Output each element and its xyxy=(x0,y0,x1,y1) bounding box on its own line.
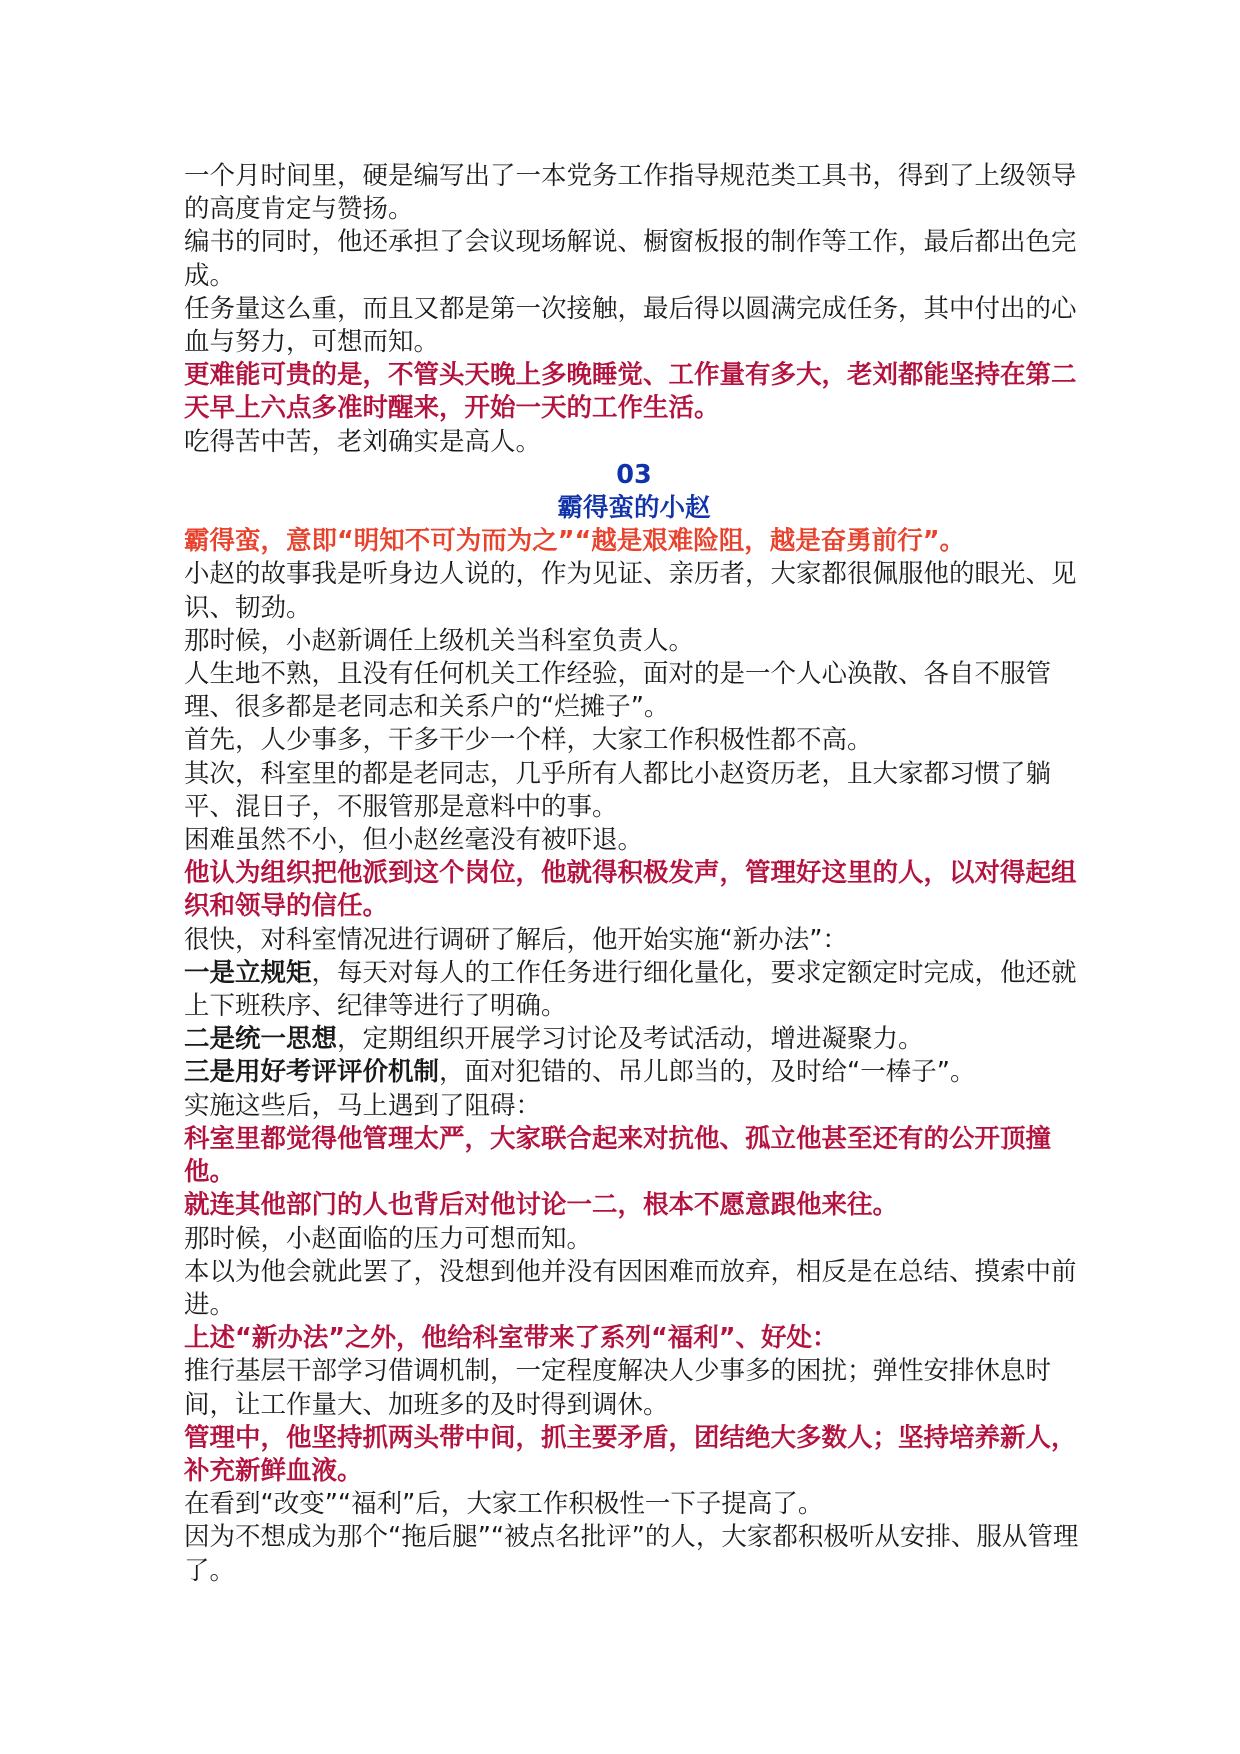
paragraph: 其次，科室里的都是老同志，几乎所有人都比小赵资历老，且大家都习惯了躺平、混日子，不服管那是意料中的事。 xyxy=(184,758,1052,822)
highlight-paragraph: 就连其他部门的人也背后对他讨论一二，根本不愿意跟他来往。 xyxy=(184,1190,899,1221)
paragraph: 很快，对科室情况进行调研了解后，他开始实施“新办法”： xyxy=(184,924,848,955)
paragraph: 编书的同时，他还承担了会议现场解说、橱窗板报的制作等工作，最后都出色完成。 xyxy=(184,227,1077,291)
list-item-lead: 一是立规矩 xyxy=(184,957,312,988)
paragraph: 推行基层干部学习借调机制，一定程度解决人少事多的困扰；弹性安排休息时间，让工作量大、加班多的及时得到调休。 xyxy=(184,1356,1052,1420)
paragraph: 人生地不熟，且没有任何机关工作经验，面对的是一个人心涣散、各自不服管理、很多都是老同志和关系户的“烂摊子”。 xyxy=(184,659,1052,723)
list-item-lead: 二是统一思想 xyxy=(184,1024,338,1055)
list-item xyxy=(184,1056,1084,1089)
list-item xyxy=(184,1023,1084,1056)
document-body xyxy=(184,160,1084,1588)
highlight-paragraph: 管理中，他坚持抓两头带中间，抓主要矛盾，团结绝大多数人；坚持培养新人，补充新鲜血液。 xyxy=(184,1422,1077,1486)
highlight-paragraph: 科室里都觉得他管理太严，大家联合起来对抗他、孤立他甚至还有的公开顶撞他。 xyxy=(184,1123,1052,1188)
paragraph: 吃得苦中苦，老刘确实是高人。 xyxy=(184,426,542,457)
paragraph: 本以为他会就此罢了，没想到他并没有因困难而放弃，相反是在总结、摸索中前进。 xyxy=(184,1256,1077,1320)
paragraph: 那时候，小赵面临的压力可想而知。 xyxy=(184,1223,593,1254)
list-item-text: ，面对犯错的、吊儿郎当的，及时给“一棒子”。 xyxy=(439,1057,976,1088)
paragraph: 因为不想成为那个“拖后腿”“被点名批评”的人，大家都积极听从安排、服从管理了。 xyxy=(184,1522,1079,1586)
paragraph: 小赵的故事我是听身边人说的，作为见证、亲历者，大家都很佩服他的眼光、见识、韧劲。 xyxy=(184,559,1077,623)
list-item-lead: 三是用好考评评价机制 xyxy=(184,1057,440,1088)
paragraph: 实施这些后，马上遇到了阻碍： xyxy=(184,1090,542,1121)
paragraph: 在看到“改变”“福利”后，大家工作积极性一下子提高了。 xyxy=(184,1489,824,1520)
paragraph: 一个月时间里，硬是编写出了一本党务工作指导规范类工具书，得到了上级领导的高度肯定与赞扬。 xyxy=(184,161,1077,225)
highlight-paragraph: 更难能可贵的是，不管头天晚上多晚睡觉、工作量有多大，老刘都能坚持在第二天早上六点多准时醒来，开始一天的工作生活。 xyxy=(184,360,1077,424)
section-title: 霸得蛮的小赵 xyxy=(557,493,711,524)
paragraph: 那时候，小赵新调任上级机关当科室负责人。 xyxy=(184,625,695,656)
section-number: 03 xyxy=(616,459,652,490)
highlight-paragraph: 霸得蛮，意即“明知不可为而为之”“越是艰难险阻，越是奋勇前行”。 xyxy=(184,526,966,557)
paragraph: 任务量这么重，而且又都是第一次接触，最后得以圆满完成任务，其中付出的心血与努力，可想而知。 xyxy=(184,293,1077,358)
highlight-paragraph: 他认为组织把他派到这个岗位，他就得积极发声，管理好这里的人，以对得起组织和领导的信任。 xyxy=(184,858,1077,922)
list-item-text: ，定期组织开展学习讨论及考试活动，增进凝聚力。 xyxy=(337,1024,924,1055)
paragraph: 首先，人少事多，干多干少一个样，大家工作积极性都不高。 xyxy=(184,725,873,756)
list-item xyxy=(184,957,1084,1023)
paragraph: 困难虽然不小，但小赵丝毫没有被吓退。 xyxy=(184,825,644,856)
highlight-paragraph: 上述“新办法”之外，他给科室带来了系列“福利”、好处： xyxy=(184,1323,838,1354)
list-item-text: ，每天对每人的工作任务进行细化量化，要求定额定时完成，他还就上下班秩序、纪律等进行了明确。 xyxy=(184,957,1077,1022)
